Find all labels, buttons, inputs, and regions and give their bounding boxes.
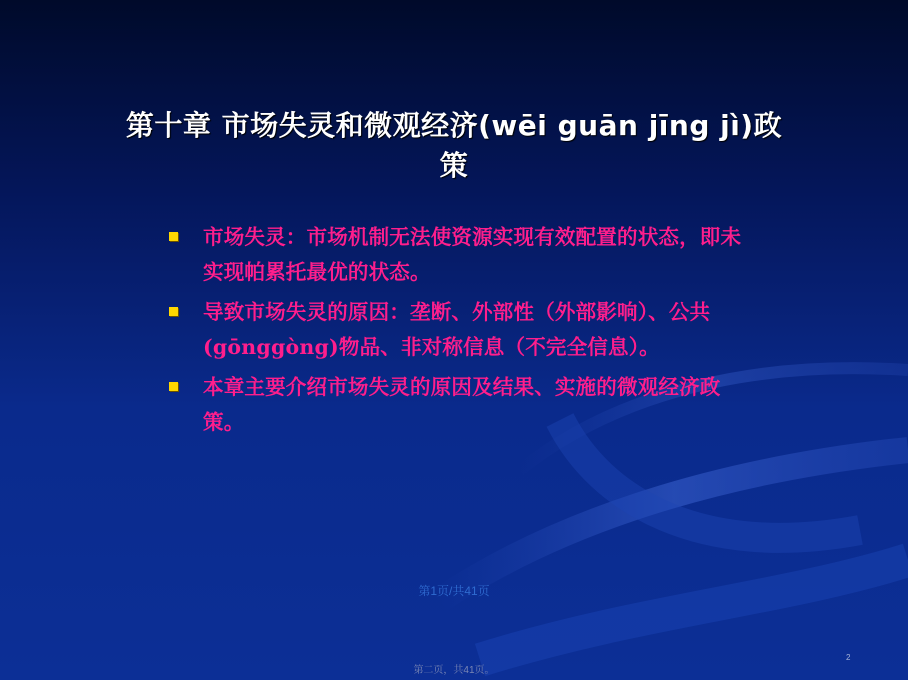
slide-title: 第十章 市场失灵和微观经济(wēi guān jīng jì)政策 [125, 109, 783, 182]
slide-number: 2 [846, 653, 851, 662]
square-bullet-icon [169, 232, 178, 241]
bullet-text: 导致市场失灵的原因：垄断、外部性（外部影响）、公共(gōnggòng)物品、非对称信息（不完全信息）。 [203, 300, 711, 359]
bullet-item-chapter-summary [166, 370, 746, 440]
square-bullet-icon [169, 307, 178, 316]
bullet-item-market-failure [166, 220, 746, 290]
page-indicator: 第1页/共41页 [418, 584, 490, 598]
bullet-text: 市场失灵：市场机制无法使资源实现有效配置的状态，即未实现帕累托最优的状态。 [203, 225, 742, 284]
square-bullet-icon [169, 382, 178, 391]
bullet-text: 本章主要介绍市场失灵的原因及结果、实施的微观经济政策。 [203, 375, 721, 434]
bullet-list [166, 220, 746, 445]
bullet-item-causes [166, 295, 746, 365]
footer-page-label: 第二页，共41页。 [413, 665, 495, 676]
